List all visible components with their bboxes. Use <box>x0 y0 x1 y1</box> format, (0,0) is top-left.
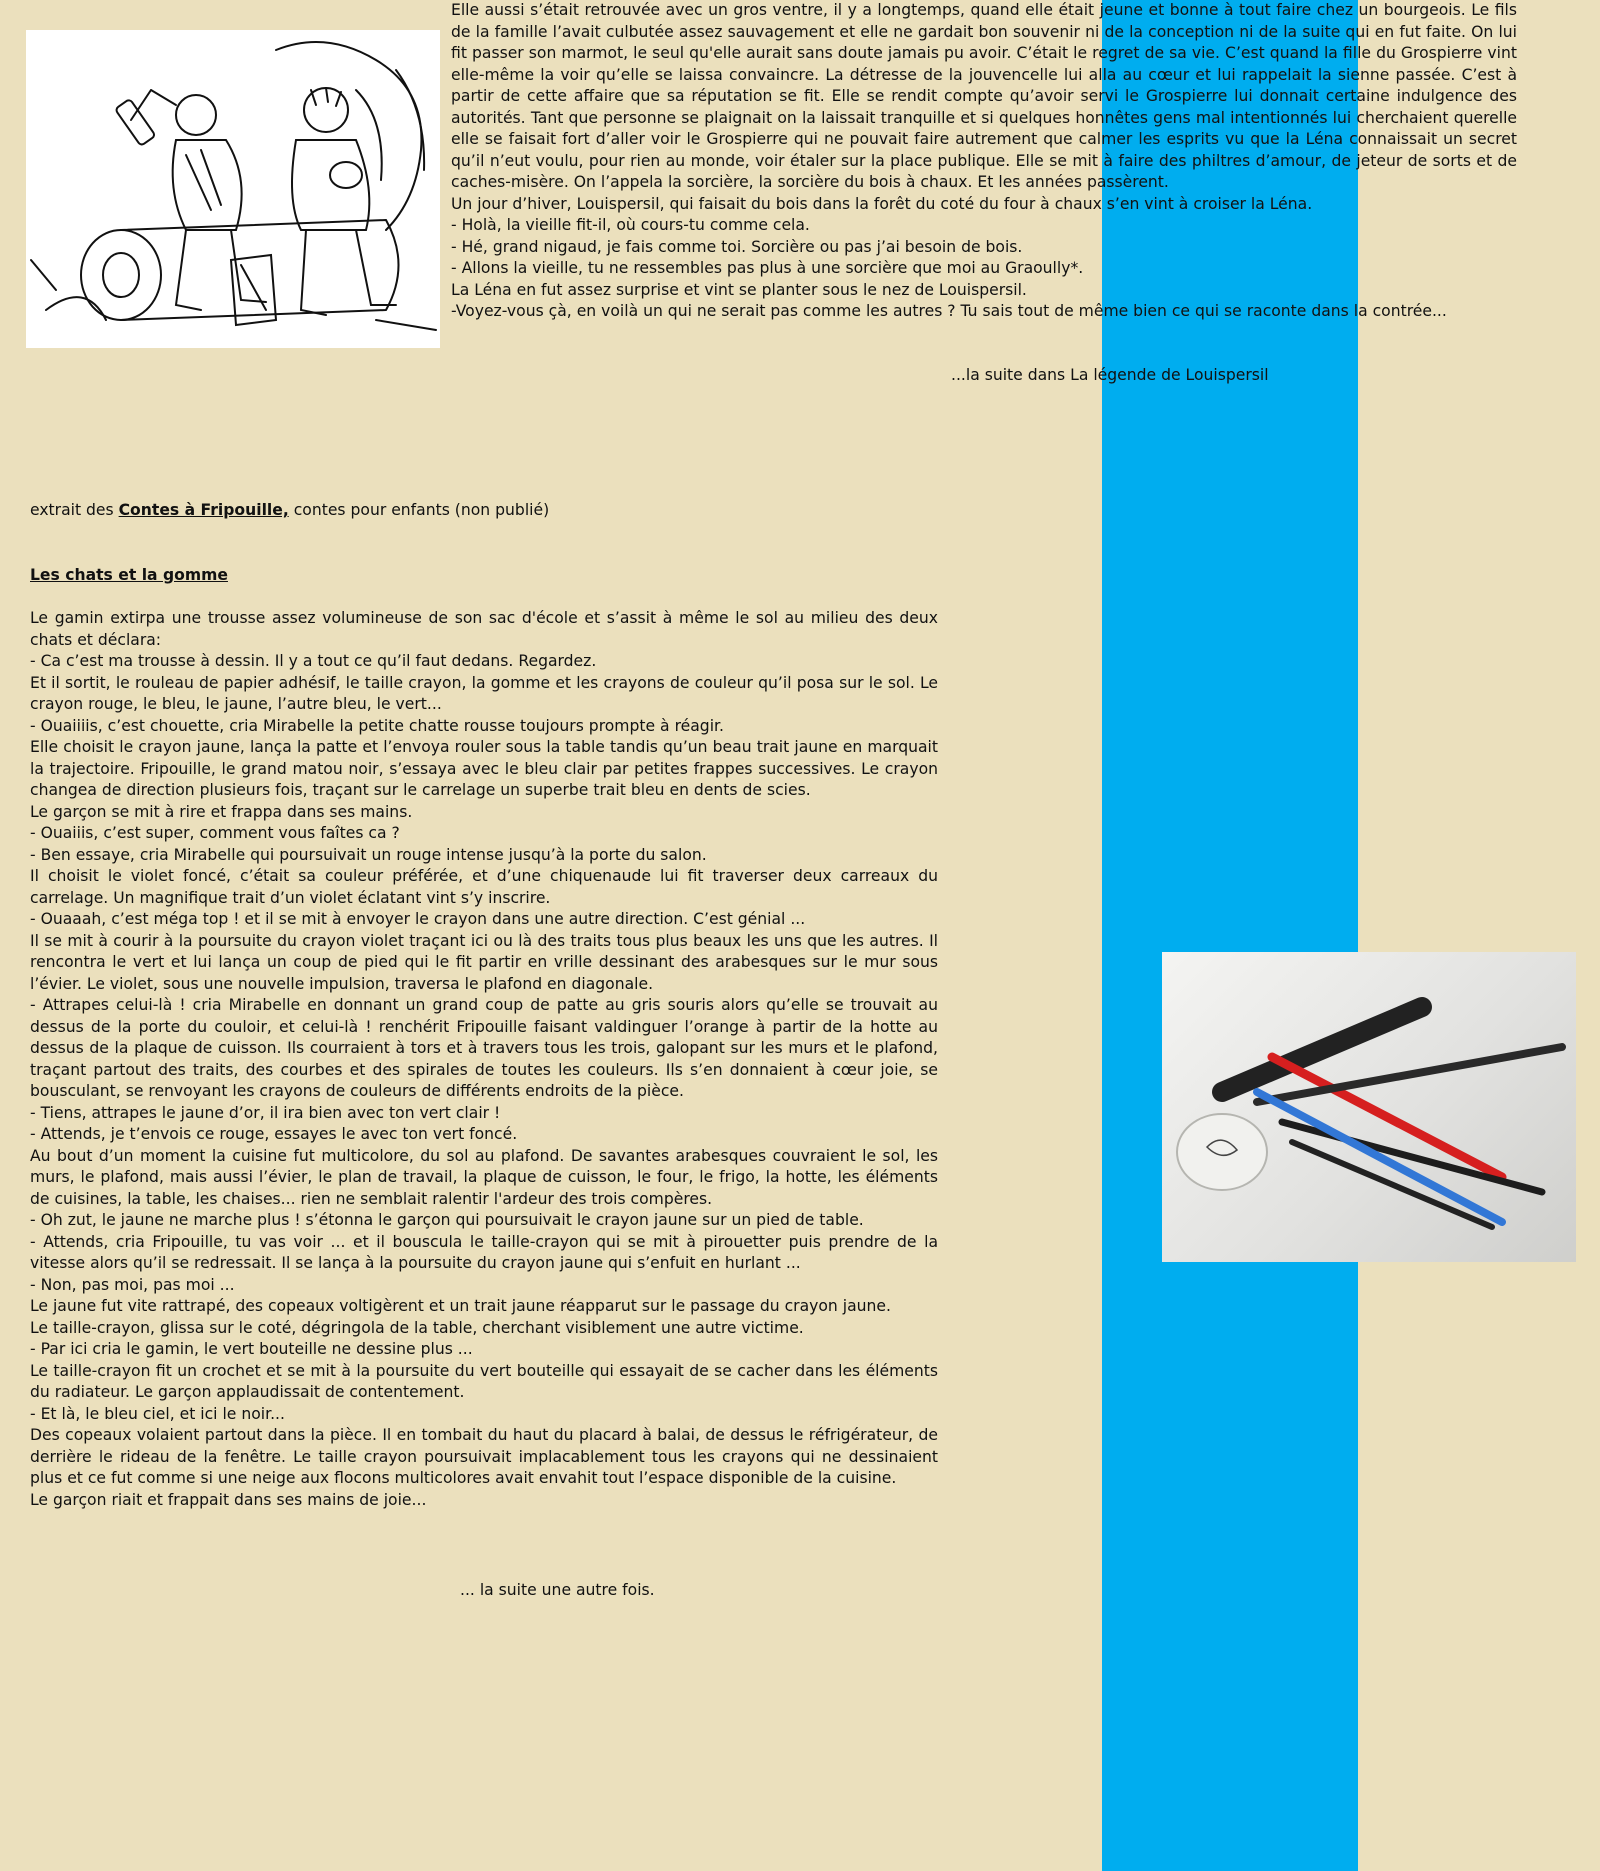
story-paragraph: Le gamin extirpa une trousse assez volumineuse de son sac d'école et s’assit à même le sol au milieu des deux chats et déclara: <box>30 609 938 649</box>
story-paragraph: Des copeaux volaient partout dans la pièce. Il en tombait du haut du placard à balai, de dessus le réfrigérateur, de derrière le rideau de la fenêtre. Le taille crayon poursuivait implacablement tous les crayons qui ne dessinaient plus et ce fut comme si une neige aux flocons multicolores avait envahit tout l’espace disponible de la cuisine. <box>30 1426 938 1487</box>
top-story-paragraph: Un jour d’hiver, Louispersil, qui faisait du bois dans la forêt du coté du four à chaux s’en vint à croiser la Léna. <box>451 194 1313 213</box>
story-paragraph: - Oh zut, le jaune ne marche plus ! s’étonna le garçon qui poursuivait le crayon jaune sur un pied de table. <box>30 1211 864 1229</box>
top-story-paragraph: - Allons la vieille, tu ne ressembles pas plus à une sorcière que moi au Graoully*. <box>451 259 1084 277</box>
story-paragraph: - Ouaaah, c’est méga top ! et il se mit à envoyer le crayon dans une autre direction. C’est génial ... <box>30 910 806 928</box>
story-paragraph: - Non, pas moi, pas moi ... <box>30 1275 235 1294</box>
top-story-paragraph: - Holà, la vieille fit-il, où cours-tu comme cela. <box>451 216 810 234</box>
story-paragraph: - Ouaiiiis, c’est chouette, cria Mirabelle la petite chatte rousse toujours prompte à réagir. <box>30 716 724 735</box>
story-paragraph: Le taille-crayon, glissa sur le coté, dégringola de la table, cherchant visiblement une autre victime. <box>30 1318 804 1337</box>
excerpt-suffix: contes pour enfants (non publié) <box>288 501 550 519</box>
story-paragraph: Le garçon riait et frappait dans ses mains de joie... <box>30 1490 427 1509</box>
story-paragraph: - Attends, cria Fripouille, tu vas voir ... et il bouscula le taille-crayon qui se mit à pirouetter puis prendre de la vitesse alors qu’il se redressait. Il se lança à la poursuite du crayon jaune qui s’enfuit en hurlant ... <box>30 1232 938 1272</box>
story-paragraph: - Par ici cria le gamin, le vert bouteille ne dessine plus ... <box>30 1340 473 1358</box>
story-paragraph: - Ben essaye, cria Mirabelle qui poursuivait un rouge intense jusqu’à la porte du salon. <box>30 845 707 864</box>
top-story-paragraph: - Hé, grand nigaud, je fais comme toi. Sorcière ou pas j’ai besoin de bois. <box>451 237 1023 256</box>
top-story-continuation: ...la suite dans La légende de Louispersil <box>951 366 1269 384</box>
story-paragraph: Le garçon se mit à rire et frappa dans ses mains. <box>30 802 413 821</box>
story-paragraph: - Ouaiiis, c’est super, comment vous faîtes ca ? <box>30 824 400 842</box>
story-paragraph: - Attrapes celui-là ! cria Mirabelle en donnant un grand coup de patte au gris souris alors qu’elle se trouvait au dessus de la porte du couloir, et celui-là ! renchérit Fripouille faisant valdinguer l’orange à partir de la hotte au dessus de la plaque de cuisson. Ils courraient à tors et à travers tous les trois, galopant sur les murs et le plafond, traçant partout des traits, des courbes et des spirales de toutes les couleurs. Ils s’en donnaient à cœur joie, se bousculant, se renvoyant les crayons de couleurs de différents endroits de la pièce. <box>30 996 938 1100</box>
story-body <box>30 608 938 1511</box>
story-paragraph: Au bout d’un moment la cuisine fut multicolore, du sol au plafond. De savantes arabesques couvraient le sol, les murs, le plafond, mais aussi l’évier, le plan de travail, la plaque de cuisson, le four, le frigo, la hotte, les éléments de cuisines, la table, les chaises... rien ne semblait ralentir l'ardeur des trois compères. <box>30 1146 938 1208</box>
story-paragraph: - Et là, le bleu ciel, et ici le noir... <box>30 1404 285 1423</box>
story-paragraph: Et il sortit, le rouleau de papier adhésif, le taille crayon, la gomme et les crayons de couleur qu’il posa sur le sol. Le crayon rouge, le bleu, le jaune, l’autre bleu, le vert... <box>30 673 938 713</box>
excerpt-line <box>30 500 549 522</box>
top-story-paragraph: -Voyez-vous çà, en voilà un qui ne serait pas comme les autres ? Tu sais tout de même bien ce qui se raconte dans la contrée... <box>451 302 1447 320</box>
story-title: Les chats et la gomme <box>30 566 228 584</box>
top-story <box>451 0 1517 323</box>
story-paragraph: - Ca c’est ma trousse à dessin. Il y a tout ce qu’il faut dedans. Regardez. <box>30 652 597 670</box>
story-paragraph: Il se mit à courir à la poursuite du crayon violet traçant ici ou là des traits tous plus beaux les uns que les autres. Il rencontra le vert et lui lança un coup de pied qui le fit partir en vrille dessinant des arabesques sur le mur sous l’évier. Le violet, sous une nouvelle impulsion, traversa le plafond en diagonale. <box>30 931 938 993</box>
story-paragraph: Elle choisit le crayon jaune, lança la patte et l’envoya rouler sous la table tandis qu’un beau trait jaune en marquait la trajectoire. Fripouille, le grand matou noir, s’essaya avec le bleu clair par petites frappes successives. Le crayon changea de direction plusieurs fois, traçant sur le carrelage un superbe trait bleu en dents de scies. <box>30 738 938 799</box>
photo-pencils-eraser <box>1162 952 1576 1262</box>
top-story-paragraph: La Léna en fut assez surprise et vint se planter sous le nez de Louispersil. <box>451 280 1027 299</box>
illustration-woodcutters <box>26 30 440 348</box>
book-title-link[interactable]: Contes à Fripouille, <box>118 501 289 519</box>
story-paragraph: - Attends, je t’envois ce rouge, essayes le avec ton vert foncé. <box>30 1125 518 1143</box>
story-paragraph: Le jaune fut vite rattrapé, des copeaux voltigèrent et un trait jaune réapparut sur le passage du crayon jaune. <box>30 1297 891 1315</box>
story-paragraph: Le taille-crayon fit un crochet et se mit à la poursuite du vert bouteille qui essayait de se cacher dans les éléments du radiateur. Le garçon applaudissait de contentement. <box>30 1361 938 1401</box>
excerpt-prefix: extrait des <box>30 501 119 519</box>
story-end: ... la suite une autre fois. <box>460 1581 655 1599</box>
top-story-paragraph: Elle aussi s’était retrouvée avec un gros ventre, il y a longtemps, quand elle était jeune et bonne à tout faire chez un bourgeois. Le fils de la famille l’avait culbutée assez sauvagement et elle ne gardait bon souvenir ni de la conception ni de la suite qui en fut faite. On lui fit passer son marmot, le seul qu'elle aurait sans doute jamais pu avoir. C’était le regret de sa vie. C’est quand la fille du Grospierre vint elle-même la voir qu’elle se laissa convaincre. La détresse de la jouvencelle lui alla au cœur et lui rappelait la sienne passée. C’est à partir de cette affaire que sa réputation se fit. Elle se rendit compte qu’avoir servi le Grospierre lui donnait certaine indulgence des autorités. Tant que personne se plaignait on la laissait tranquille et si quelques honnêtes gens mal intentionnés lui cherchaient querelle elle se faisait fort d’aller voir le Grospierre qui ne pouvait faire autrement que calmer les esprits vu que la Léna connaissait un secret qu’il n’eut voulu, pour rien au monde, voir étaler sur la place publique. Elle se mit à faire des philtres d’amour, de jeteur de sorts et de caches-misère. On l’appela la sorcière, la sorcière du bois à chaux. Et les années passèrent. <box>451 1 1517 191</box>
story-paragraph: - Tiens, attrapes le jaune d’or, il ira bien avec ton vert clair ! <box>30 1103 501 1122</box>
story-paragraph: Il choisit le violet foncé, c’était sa couleur préférée, et d’une chiquenaude lui fit traverser deux carreaux du carrelage. Un magnifique trait d’un violet éclatant vint s’y inscrire. <box>30 867 938 907</box>
